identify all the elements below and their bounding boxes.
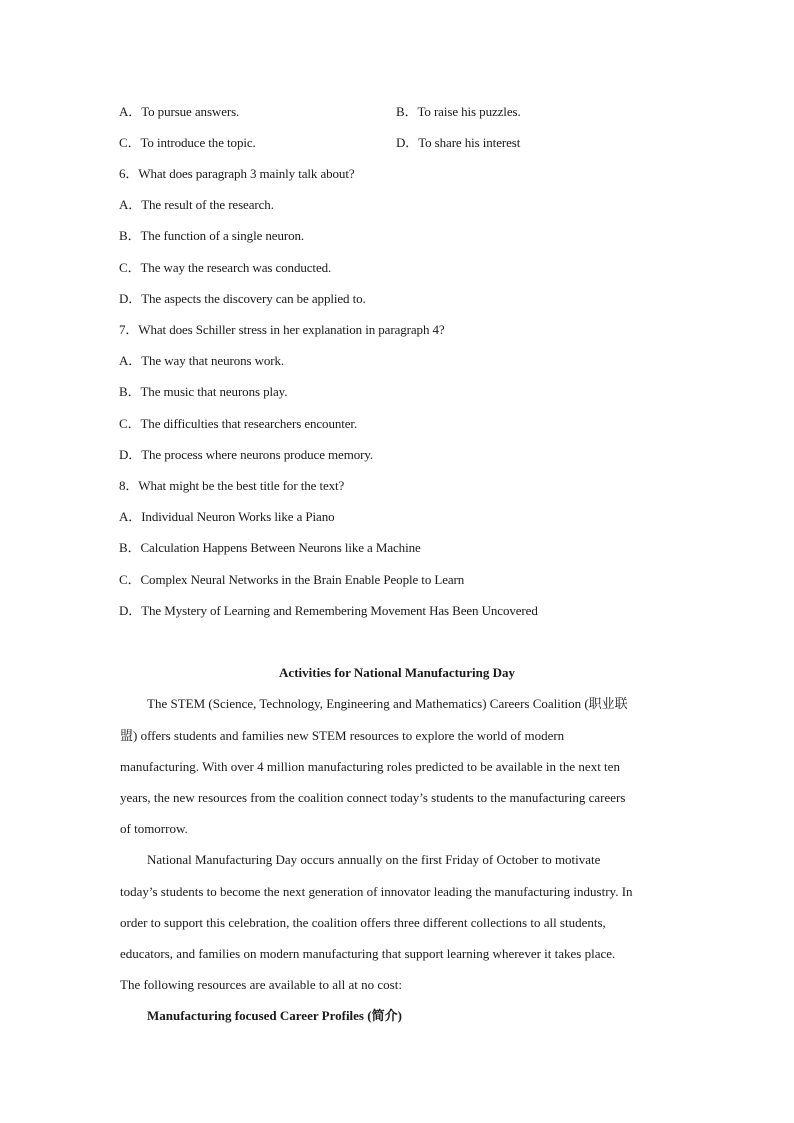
q7-option-b: B．The music that neurons play. — [119, 384, 288, 399]
q7-option-c: C．The difficulties that researchers encounter. — [119, 416, 358, 431]
q8-option-b: B．Calculation Happens Between Neurons like a Machine — [119, 540, 421, 555]
paragraph-line: manufacturing. With over 4 million manufacturing roles predicted to be available in the next ten — [120, 759, 620, 774]
paragraph-line: today’s students to become the next generation of innovator leading the manufacturing industry. In — [120, 884, 633, 899]
q8-option-d: D．The Mystery of Learning and Remembering Movement Has Been Uncovered — [119, 603, 538, 618]
passage-title: Activities for National Manufacturing Day — [279, 665, 515, 680]
paragraph-line: educators, and families on modern manufacturing that support learning wherever it takes place. — [120, 946, 616, 961]
paragraph-line: The STEM (Science, Technology, Engineering and Mathematics) Careers Coalition (职业联 — [147, 696, 628, 711]
q7-option-d: D．The process where neurons produce memory. — [119, 447, 374, 462]
q5-option-c: C．To introduce the topic. — [119, 135, 256, 150]
paragraph-line: 盟) offers students and families new STEM resources to explore the world of modern — [120, 728, 565, 743]
q7-option-a: A．The way that neurons work. — [119, 353, 285, 368]
q7-stem: 7．What does Schiller stress in her explanation in paragraph 4? — [119, 322, 445, 337]
paragraph-line: years, the new resources from the coalition connect today’s students to the manufacturing careers — [120, 790, 626, 805]
paragraph-line: The following resources are available to all at no cost: — [120, 977, 402, 992]
q5-option-d: D．To share his interest — [396, 135, 521, 150]
paragraph-line: National Manufacturing Day occurs annually on the first Friday of October to motivate — [147, 852, 601, 867]
section-subheading: Manufacturing focused Career Profiles (简介) — [147, 1008, 402, 1023]
q8-option-a: A．Individual Neuron Works like a Piano — [119, 509, 335, 524]
q8-option-c: C．Complex Neural Networks in the Brain Enable People to Learn — [119, 572, 465, 587]
q6-option-a: A．The result of the research. — [119, 197, 274, 212]
q6-option-b: B．The function of a single neuron. — [119, 228, 305, 243]
q5-option-b: B．To raise his puzzles. — [396, 104, 521, 119]
q6-option-d: D．The aspects the discovery can be applied to. — [119, 291, 366, 306]
paragraph-line: of tomorrow. — [120, 821, 188, 836]
q6-option-c: C．The way the research was conducted. — [119, 260, 332, 275]
q8-stem: 8．What might be the best title for the text? — [119, 478, 345, 493]
q6-stem: 6．What does paragraph 3 mainly talk about? — [119, 166, 355, 181]
q5-option-a: A．To pursue answers. — [119, 104, 240, 119]
paragraph-line: order to support this celebration, the coalition offers three different collections to all students, — [120, 915, 606, 930]
